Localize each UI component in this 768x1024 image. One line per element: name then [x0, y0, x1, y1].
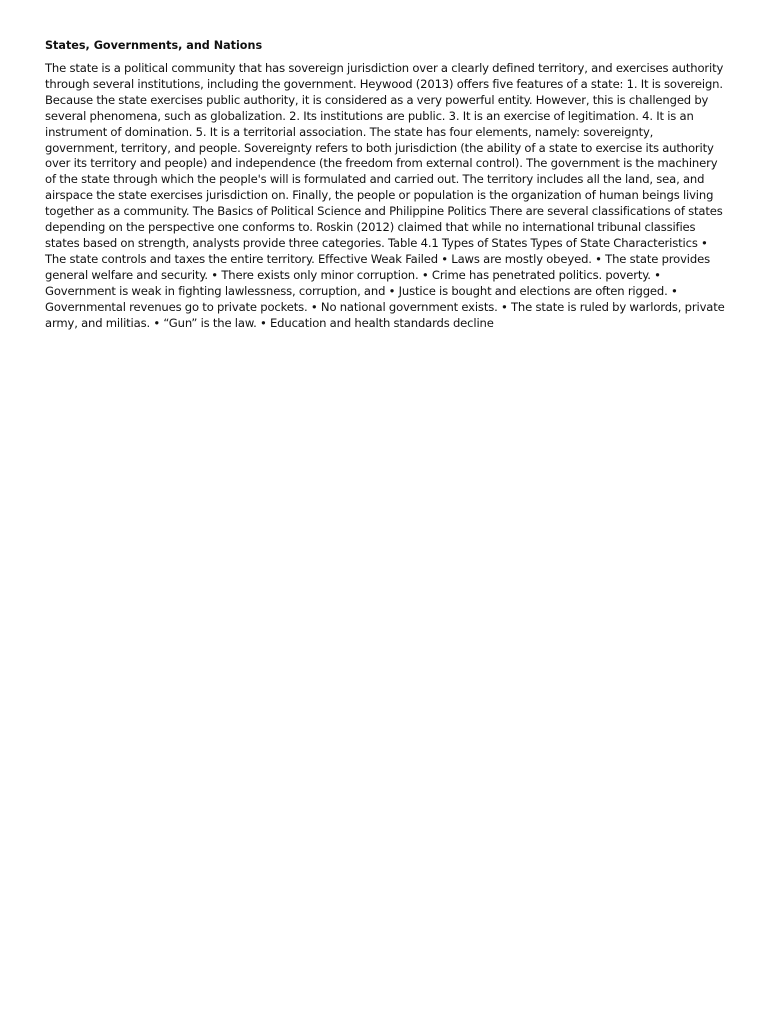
document-page — [45, 38, 725, 331]
document-body: The state is a political community that has sovereign jurisdiction over a clearly defined territory, and exercises authority through several institutions, including the government. Heywood (2013) offers five features of a state: 1. It is sovereign. Because the state exercises public authority, it is considered as a very powerful entity. However, this is challenged by several phenomena, such as globalization. 2. Its institutions are public. 3. It is an exercise of legitimation. 4. It is an instrument of domination. 5. It is a territorial association. The state has four elements, namely: sovereignty, government, territory, and people. Sovereignty refers to both jurisdiction (the ability of a state to exercise its authority over its territory and people) and independence (the freedom from external control). The government is the machinery of the state through which the people's will is formulated and carried out. The territory includes all the land, sea, and airspace the state exercises jurisdiction on. Finally, the people or population is the organization of human beings living together as a community. The Basics of Political Science and Philippine Politics There are several classifications of states depending on the perspective one conforms to. Roskin (2012) claimed that while no international tribunal classifies states based on strength, analysts provide three categories. Table 4.1 Types of States Types of State Characteristics • The state controls and taxes the entire territory. Effective Weak Failed • Laws are mostly obeyed. • The state provides general welfare and security. • There exists only minor corruption. • Crime has penetrated politics. poverty. • Government is weak in fighting lawlessness, corruption, and • Justice is bought and elections are often rigged. • Governmental revenues go to private pockets. • No national government exists. • The state is ruled by warlords, private army, and militias. • “Gun” is the law. • Education and health standards decline — [45, 61, 725, 330]
document-title: States, Governments, and Nations — [45, 39, 263, 52]
